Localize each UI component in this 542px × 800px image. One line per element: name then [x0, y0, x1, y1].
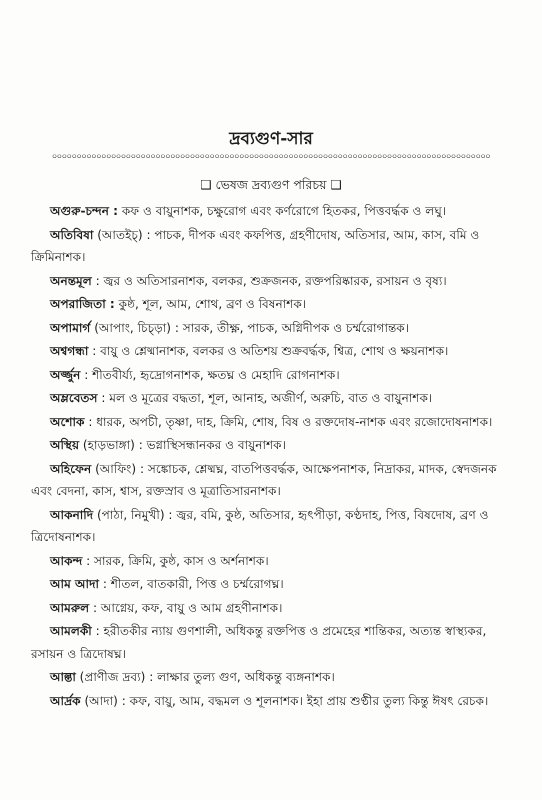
entry-text: (আতইচ্) : পাচক, দীপক এবং কফপিত্ত, গ্রহণীদোষ, অতিসার, আম, কাস, বমি ও ক্রিমিনাশক। [31, 227, 480, 264]
entry-text: (হাড়ভাঙ্গা) : ভগ্নাস্থিসন্ধানকর ও বায়ুনাশক। [79, 438, 286, 452]
list-item [31, 458, 515, 503]
entry-text: : জ্বর ও অতিসারনাশক, বলকর, শুক্রজনক, রক্তপরিষ্কারক, রসায়ন ও বৃষ্য। [91, 273, 447, 288]
entry-text: : বায়ু ও শ্লেষ্মানাশক, বলকর ও অতিশয় শুক্রবর্দ্ধক, শ্বিত্র, শোথ ও ক্ষয়নাশক। [88, 344, 449, 358]
ornamental-divider: ০০০০০০০০০০০০০০০০০০০০০০০০০০০০০০০০০০০০০০০০০০০০০০০০০০০০০০০০০০০০০০০০০০০০০০০০০০০০০০০০০০০০০০০০০ [51, 152, 491, 162]
list-item [31, 317, 515, 340]
list-item [31, 224, 515, 269]
entry-text: (আদা) : কফ, বায়ু, আম, বদ্ধমল ও শূলনাশক। ইহা প্রায় শুণ্ঠীর তুল্য কিন্তু ঈষৎ রেচক। [80, 693, 489, 708]
entry-term: অগুরু-চন্দন : [50, 204, 118, 218]
entry-term: আম আদা [50, 577, 99, 591]
entry-text: : ধারক, অপচী, তৃষ্ণা, দাহ, ক্রিমি, শোষ, বিষ ও রক্তদোষ-নাশক এবং রজোদোষনাশক। [84, 414, 493, 429]
entry-term: আল্তা [50, 670, 76, 684]
entry-term: অপামার্গ [50, 320, 91, 335]
entry-text: : শীতল, বাতকারী, পিত্ত ও চর্ম্মরোগঘ্ন। [99, 577, 284, 591]
entry-text: : হরীতকীর ন্যায় গুণশালী, অধিকন্তু রক্তপিত্ত ও প্রমেহের শান্তিকর, অত্যন্ত স্বাস্থ্যকর, রসায়ন ও ত্রিদোষঘ্ন। [31, 624, 487, 661]
entry-term: আর্দ্রক [50, 693, 81, 708]
entry-text: কফ ও বায়ুনাশক, চক্ষুরোগ এবং কর্ণরোগে হিতকর, পিত্তবর্দ্ধক ও লঘু। [118, 204, 447, 218]
entry-text: (আপাং, চিচ্ড়া) : সারক, তীক্ষ্ণ, পাচক, অগ্নিদীপক ও চর্ম্মরোগান্তক। [90, 320, 410, 335]
entry-term: অস্থিয় [50, 438, 80, 452]
list-item [31, 340, 515, 363]
list-item [31, 690, 515, 713]
page-title: দ্রব্যগুণ-সার [229, 129, 313, 149]
entry-term: অশ্বগন্ধা [50, 344, 89, 358]
entry-text: (পাঠা, নিমুখী) : জ্বর, বমি, কুষ্ঠ, অতিসার, হৃৎপীড়া, কণ্ঠদাহ, পিত্ত, বিষদোষ, ব্রণ ও ত্রিদোষনাশক। [31, 507, 489, 544]
list-item [31, 434, 515, 457]
entry-term: আকন্দ [50, 553, 83, 568]
entry-term: অহিফেন [50, 461, 92, 476]
entry-term: অপরাজিতা : [50, 297, 115, 311]
list-item [31, 620, 515, 665]
entry-text: : আগ্নেয়, কফ, বায়ু ও আম গ্রহণীনাশক। [89, 600, 283, 615]
list-item [31, 597, 515, 620]
list-item [31, 573, 515, 596]
entry-text: : সারক, ক্রিমি, কুষ্ঠ, কাস ও অর্শনাশক। [82, 553, 269, 568]
entry-term: অতিবিষা [50, 227, 94, 242]
entry-text: : মল ও মূত্রের বদ্ধতা, শূল, আনাহ, অজীর্ণ, অরুচি, বাত ও বায়ুনাশক। [97, 391, 433, 405]
entry-text: (প্রাণীজ দ্রব্য) : লাক্ষার তুল্য গুণ, অধিকন্তু ব্যঙ্গনাশক। [75, 670, 335, 684]
entry-list [31, 200, 515, 713]
entry-term: আমলকী [50, 624, 92, 638]
entry-term: আমরুল [50, 600, 90, 615]
list-item [31, 504, 515, 549]
entry-term: অর্জ্জুন [50, 367, 81, 382]
list-item [31, 550, 515, 573]
list-item [31, 200, 515, 223]
entry-term: অম্লবেতস [50, 391, 98, 405]
list-item [31, 293, 515, 316]
list-item [31, 387, 515, 410]
list-item [31, 666, 515, 689]
entry-term: অনন্তমূল [50, 273, 92, 288]
list-item [31, 364, 515, 387]
list-item [31, 411, 515, 434]
entry-term: অশোক [50, 414, 85, 429]
entry-text: কুষ্ঠ, শূল, আম, শোথ, ব্রণ ও বিষনাশক। [114, 297, 307, 311]
entry-text: (আফিং) : সঙ্কোচক, শ্লেষ্মঘ্ন, বাতপিত্তবর্দ্ধক, আক্ষেপনাশক, নিদ্রাকর, মাদক, স্বেদজনক এবং বেদনা, কাস, শ্বাস, রক্তস্রাব ও মূত্রাতিসারনাশক। [31, 461, 497, 498]
entry-term: আকনাদি [50, 507, 94, 522]
entry-text: : শীতবীর্য্য, হৃদ্রোগনাশক, ক্ষতঘ্ন ও মেহাদি রোগনাশক। [80, 367, 340, 382]
list-item [31, 270, 515, 293]
section-heading: ❑ ভেষজ দ্রব্যগুণ পরিচয় ❑ [200, 177, 342, 192]
